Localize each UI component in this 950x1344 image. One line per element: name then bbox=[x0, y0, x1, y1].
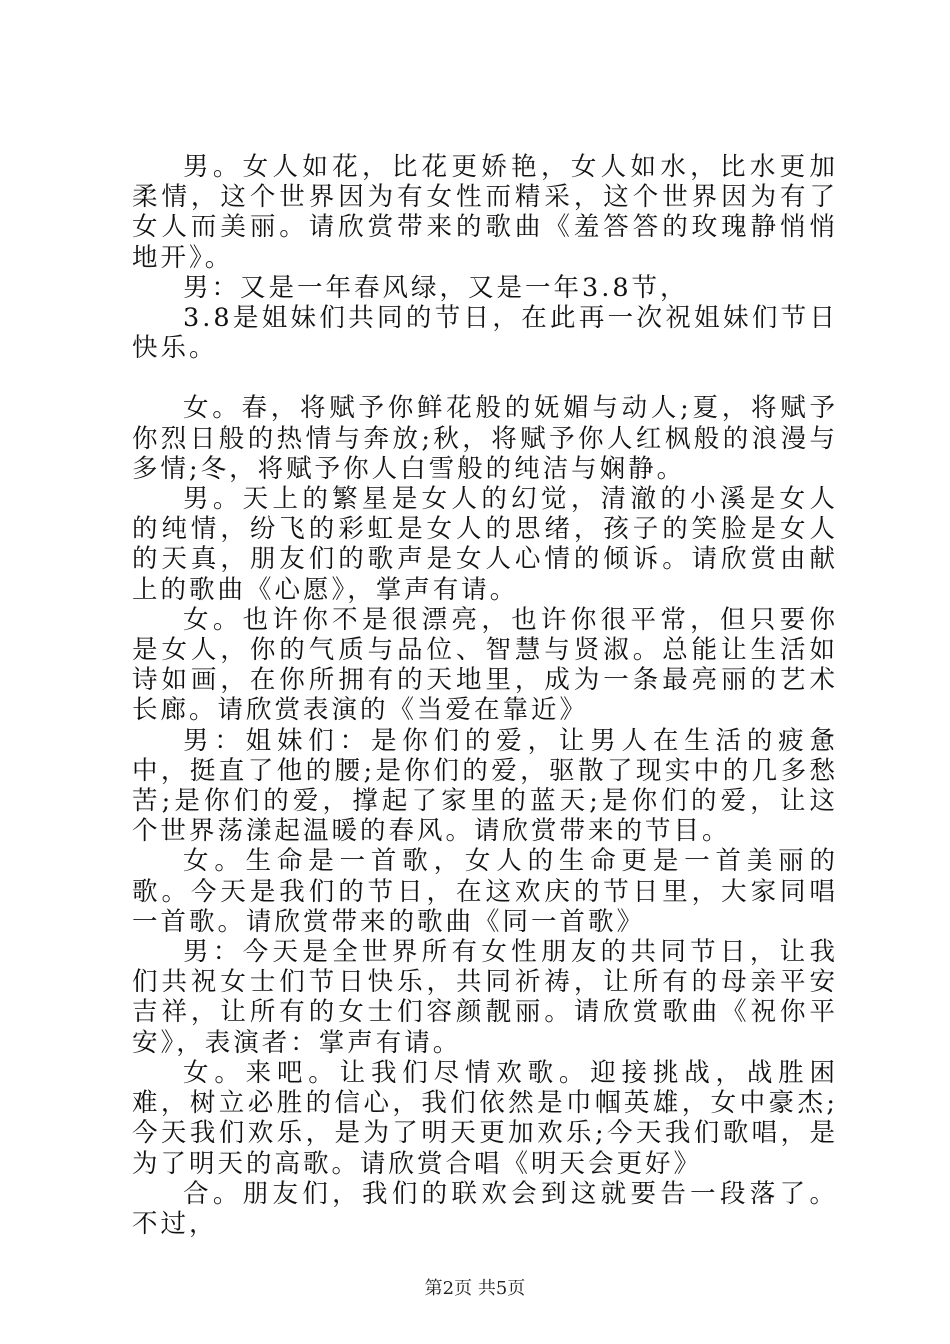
paragraph-6: 女。也许你不是很漂亮，也许你很平常，但只要你是女人，你的气质与品位、智慧与贤淑。总能让生活如诗如画，在你所拥有的天地里，成为一条最亮丽的艺术长廊。请欣赏表演的《当爱在靠近》 bbox=[132, 604, 838, 726]
paragraph-11: 合。朋友们，我们的联欢会到这就要告一段落了。不过， bbox=[132, 1178, 838, 1239]
paragraph-7: 男：姐妹们：是你们的爱，让男人在生活的疲惫中，挺直了他的腰;是你们的爱，驱散了现实中的几多愁苦;是你们的爱，撑起了家里的蓝天;是你们的爱，让这个世界荡漾起温暖的春风。请欣赏带来的节目。 bbox=[132, 725, 838, 847]
paragraph-5: 男。天上的繁星是女人的幻觉，清澈的小溪是女人的纯情，纷飞的彩虹是女人的思绪，孩子的笑脸是女人的天真，朋友们的歌声是女人心情的倾诉。请欣赏由献上的歌曲《心愿》，掌声有请。 bbox=[132, 484, 838, 605]
paragraph-2: 男：又是一年春风绿，又是一年3.8节， bbox=[183, 272, 689, 303]
paragraph-1: 男。女人如花，比花更娇艳，女人如水，比水更加柔情，这个世界因为有女性而精采，这个世界因为有了女人而美丽。请欣赏带来的歌曲《羞答答的玫瑰静悄悄地开》。 bbox=[132, 152, 838, 273]
paragraph-3: 3.8是姐妹们共同的节日，在此再一次祝姐妹们节日快乐。 bbox=[132, 303, 838, 364]
document-body bbox=[132, 152, 838, 1239]
paragraph-8: 女。生命是一首歌，女人的生命更是一首美丽的歌。今天是我们的节日，在这欢庆的节日里，大家同唱一首歌。请欣赏带来的歌曲《同一首歌》 bbox=[132, 846, 838, 937]
paragraph-10: 女。来吧。让我们尽情欢歌。迎接挑战，战胜困难，树立必胜的信心，我们依然是巾帼英雄，女中豪杰;今天我们欢乐，是为了明天更加欢乐;今天我们歌唱，是为了明天的高歌。请欣赏合唱《明天会更好》 bbox=[132, 1057, 838, 1179]
paragraph-9: 男：今天是全世界所有女性朋友的共同节日，让我们共祝女士们节日快乐，共同祈祷，让所有的母亲平安吉祥，让所有的女士们容颜靓丽。请欣赏歌曲《祝你平安》，表演者：掌声有请。 bbox=[132, 937, 838, 1058]
paragraph-4: 女。春，将赋予你鲜花般的妩媚与动人;夏，将赋予你烈日般的热情与奔放;秋，将赋予你人红枫般的浪漫与多情;冬，将赋予你人白雪般的纯洁与娴静。 bbox=[132, 393, 838, 484]
page-footer: 第2页 共5页 bbox=[424, 1278, 526, 1299]
